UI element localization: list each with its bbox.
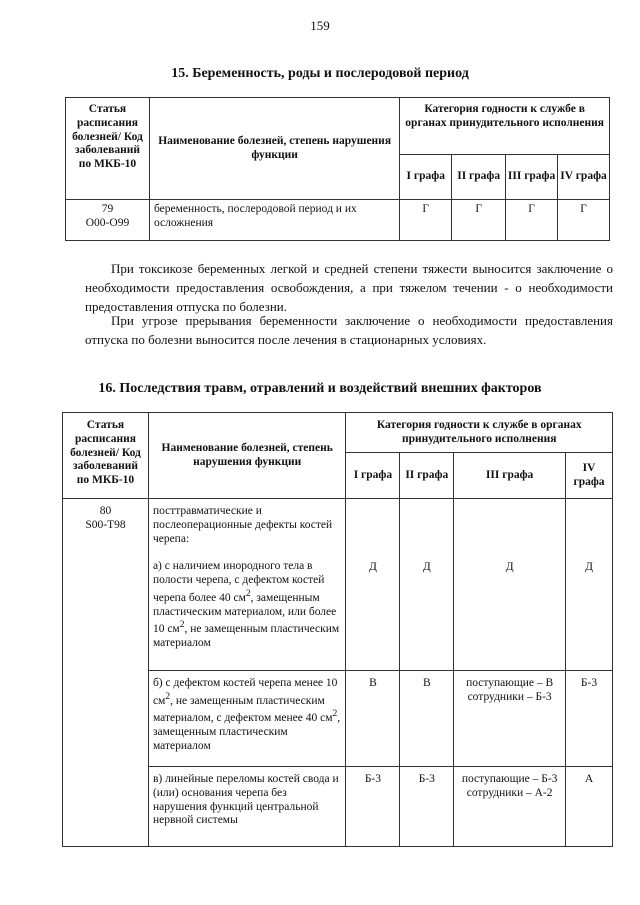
grafa-1-header: I графа: [400, 155, 452, 200]
row-c-grafa-2: Б-3: [400, 767, 454, 847]
row-a-grafa-1: Д: [346, 499, 400, 671]
icd-code: S00-T98: [85, 518, 126, 531]
page-number: 159: [310, 18, 330, 33]
paragraph-toxicosis: При токсикозе беременных легкой и средней степени тяжести выносится заключение о необходимости предоставления освобождения, а при тяжелом течении - о необходимости предоставления отпуска по болезни.: [85, 261, 613, 314]
icd-code: O00-O99: [85, 216, 130, 229]
grafa-2-header: II графа: [452, 155, 506, 200]
article-number: 80: [99, 505, 112, 517]
section-16-title: 16. Последствия травм, отравлений и воздействий внешних факторов: [98, 381, 542, 396]
row-a-grafa-3-line1: Д: [505, 561, 514, 573]
grafa-4-header: IV графа: [566, 453, 613, 499]
category-header: Категория годности к службе в органах принудительного исполнения: [400, 98, 610, 155]
row-b-grafa-3: [454, 671, 566, 767]
row-b-grafa-3-line2: сотрудники – Б-3: [467, 690, 552, 703]
grafa-1-value: Г: [400, 200, 452, 241]
row-c-grafa-3-line2: сотрудники – А-2: [466, 786, 553, 799]
row-b-grafa-4: Б-3: [566, 671, 613, 767]
disease-name: беременность, послеродовой период и их осложнения: [149, 200, 399, 241]
grafa-3-value: Г: [506, 200, 558, 241]
row-a-grafa-3: [454, 499, 566, 671]
table-section-15: [65, 97, 610, 241]
article-cell: [66, 200, 150, 241]
row-a-text: а) с наличием инородного тела в полости черепа, с дефектом костей черепа более 40 $см^2$, замещенным пластическим материалом, или более 10 $см^2$, не замещенным пластическим материалом: [152, 560, 340, 650]
row-b-grafa-3-line1: поступающие – В: [466, 677, 554, 689]
row-c-grafa-1: Б-3: [346, 767, 400, 847]
grafa-3-header: III графа: [454, 453, 566, 499]
row-a-grafa-4: Д: [566, 499, 613, 671]
row-c-grafa-4: А: [566, 767, 613, 847]
row-b-grafa-1: В: [346, 671, 400, 767]
row-b-desc: б) с дефектом костей черепа менее 10 $см^2$, не замещенным пластическим материалом, с дефектом менее 40 $см^2$, замещенным пластическим материалом: [148, 671, 346, 767]
intro-text: посттравматические и послеоперационные дефекты костей черепа:: [152, 505, 333, 545]
row-b-grafa-2: В: [400, 671, 454, 767]
row-c-grafa-3: [454, 767, 566, 847]
col-name-header: Наименование болезней, степень нарушения функции: [148, 413, 346, 499]
article-number: 79: [101, 203, 114, 215]
row-c-desc: в) линейные переломы костей свода и (или) основания черепа без нарушения функций центральной нервной системы: [148, 767, 346, 847]
grafa-4-value: Г: [558, 200, 610, 241]
col-name-header: Наименование болезней, степень нарушения функции: [149, 98, 399, 200]
row-c-grafa-3-line1: поступающие – Б-3: [461, 773, 558, 785]
article-cell: [63, 499, 149, 847]
category-header: Категория годности к службе в органах принудительного исполнения: [346, 413, 613, 453]
section-15-title: 15. Беременность, роды и послеродовой период: [171, 66, 469, 81]
grafa-3-header: III графа: [506, 155, 558, 200]
table-section-16: [62, 412, 613, 847]
col-article-header: Статья расписания болезней/ Код заболеваний по МКБ-10: [63, 413, 149, 499]
grafa-4-header: IV графа: [558, 155, 610, 200]
row-a-desc: [148, 499, 346, 671]
grafa-1-header: I графа: [346, 453, 400, 499]
grafa-2-header: II графа: [400, 453, 454, 499]
col-article-header: Статья расписания болезней/ Код заболеваний по МКБ-10: [66, 98, 150, 200]
grafa-2-value: Г: [452, 200, 506, 241]
paragraph-pregnancy-threat: При угрозе прерывания беременности заключение о необходимости предоставления отпуска по болезни выносится после лечения в стационарных условиях.: [85, 313, 613, 347]
row-a-grafa-2: Д: [400, 499, 454, 671]
